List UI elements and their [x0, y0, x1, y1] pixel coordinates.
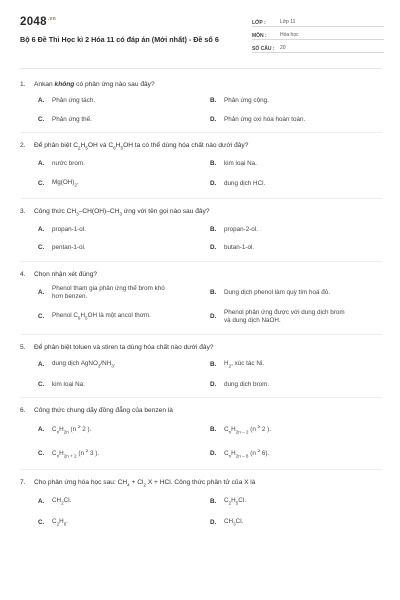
- option-text: propan-1-ol.: [52, 225, 86, 233]
- subscript: 6: [77, 315, 81, 321]
- option-text: dung dịch brom.: [224, 380, 270, 388]
- formula-part: C: [52, 450, 57, 458]
- subscript: 5: [235, 500, 239, 506]
- formula-part: (n: [68, 426, 78, 434]
- options: [38, 97, 382, 124]
- options: [38, 285, 382, 326]
- option-d[interactable]: [210, 116, 382, 125]
- question-stem: [20, 207, 382, 218]
- option-letter: D.: [210, 115, 217, 123]
- superscript: ≥: [257, 424, 261, 430]
- option-letter: C.: [38, 244, 45, 252]
- question-number: 3.: [20, 207, 26, 215]
- option-c[interactable]: [38, 244, 210, 253]
- option-line: và dung dịch NaOH.: [224, 317, 281, 325]
- option-letter: C.: [38, 449, 45, 457]
- formula-part: C: [52, 426, 57, 434]
- option-text: [52, 423, 91, 437]
- option-text: kim loại Na.: [224, 160, 257, 168]
- subscript: n: [56, 429, 60, 435]
- options: [38, 360, 382, 389]
- subscript: 5: [85, 315, 88, 321]
- option-d[interactable]: [210, 381, 382, 390]
- formula-part: 2 ).: [80, 426, 92, 434]
- formula-part: C: [224, 450, 229, 458]
- formula-part: Cl.: [63, 497, 72, 505]
- option-b[interactable]: [210, 423, 382, 437]
- option-c[interactable]: [38, 309, 210, 326]
- option-b[interactable]: [210, 226, 382, 235]
- formula-part: (n: [248, 450, 258, 458]
- question-text: Để phân biệt toluen và stiren ta dùng hóa chất nào dưới đây?: [34, 343, 214, 351]
- question-list: [20, 80, 382, 529]
- option-a[interactable]: [38, 423, 210, 437]
- formula-part: 2 ).: [260, 426, 271, 434]
- superscript: ≥: [77, 424, 81, 430]
- question-1: [20, 80, 382, 133]
- meta-value: 20: [280, 45, 286, 51]
- header-divider: [20, 68, 382, 69]
- stem-emphasis: không: [54, 81, 75, 88]
- option-d[interactable]: [210, 244, 382, 253]
- option-letter: D.: [210, 313, 217, 321]
- question-separator: [20, 132, 382, 133]
- subscript: 2: [78, 145, 81, 151]
- options: [38, 423, 382, 461]
- options: [38, 160, 382, 189]
- stem-part: –CH(OH)–CH: [78, 207, 120, 215]
- formula-part: C: [224, 497, 229, 505]
- option-letter: A.: [38, 361, 45, 368]
- stem-part: H: [80, 142, 86, 149]
- option-letter: A.: [38, 160, 45, 168]
- formula-part: H: [80, 312, 86, 319]
- stem-part: OH ta có thể dùng hóa chất nào dưới đây?: [123, 142, 249, 149]
- option-b[interactable]: [210, 497, 382, 508]
- option-letter: C.: [38, 380, 45, 388]
- question-text: [34, 80, 155, 89]
- subscript: 5: [120, 145, 124, 151]
- option-text: [224, 423, 271, 437]
- formula-part: H: [224, 359, 229, 367]
- option-a[interactable]: [38, 285, 210, 302]
- option-letter: A.: [38, 97, 45, 104]
- formula-part: H: [231, 426, 236, 434]
- option-line: Phenol tham gia phản ứng thế brom khó: [52, 284, 165, 292]
- question-2: [20, 141, 382, 199]
- option-letter: D.: [210, 449, 217, 457]
- subscript: 3: [97, 363, 101, 369]
- question-stem: [20, 406, 382, 415]
- formula-part: H: [231, 497, 236, 505]
- question-7: [20, 478, 382, 529]
- option-text: [224, 360, 264, 371]
- subscript: 3: [233, 521, 236, 527]
- option-text: [224, 447, 269, 461]
- option-text: [52, 360, 116, 371]
- superscript: ≥: [85, 447, 89, 453]
- option-letter: D.: [210, 519, 217, 526]
- subscript: 6: [113, 145, 116, 151]
- option-text: Phản ứng thế.: [52, 115, 92, 123]
- options: [38, 497, 382, 529]
- formula-part: H: [59, 450, 64, 458]
- formula-part: 6).: [260, 450, 270, 458]
- option-letter: C.: [38, 179, 45, 187]
- stem-part: Ankan: [34, 81, 55, 88]
- option-letter: D.: [210, 244, 217, 252]
- formula-part: 3 ).: [88, 450, 100, 458]
- logo-text: 2048: [20, 16, 47, 28]
- subscript: 2: [61, 500, 64, 506]
- subscript: 5: [85, 145, 88, 151]
- option-line: hơn benzen.: [52, 293, 88, 301]
- formula-part: H: [59, 517, 64, 525]
- subscript: 2n: [63, 429, 69, 435]
- option-text: Phản ứng tách.: [52, 97, 96, 104]
- option-text: [52, 518, 68, 529]
- option-text: Phản ứng oxi hóa hoàn toàn.: [224, 115, 306, 123]
- question-3: [20, 207, 382, 262]
- subscript: 2n – 2: [235, 429, 249, 435]
- formula-part: .: [76, 178, 79, 186]
- option-line: Phenol phản ứng được với dung dịch brom: [224, 308, 345, 316]
- stem-part: OH và C: [87, 142, 114, 149]
- formula-part: CH: [224, 517, 234, 525]
- option-a[interactable]: [38, 360, 210, 371]
- option-letter: B.: [210, 160, 217, 168]
- option-d[interactable]: [210, 518, 382, 529]
- option-text: [224, 309, 345, 326]
- option-a[interactable]: [38, 226, 210, 235]
- question-stem: [20, 343, 382, 352]
- question-separator: [20, 469, 382, 470]
- meta-value: Hóa học: [280, 32, 299, 38]
- formula-part: Mg(OH): [52, 178, 75, 186]
- formula-part: dung dịch AgNO: [52, 359, 98, 367]
- option-text: kim loại Na.: [52, 380, 85, 388]
- option-letter: B.: [210, 97, 217, 104]
- question-stem: [20, 141, 382, 152]
- question-stem: [20, 478, 382, 489]
- option-c[interactable]: [38, 116, 210, 125]
- question-text: Công thức chung dãy đồng đẳng của benzen là: [34, 407, 173, 415]
- option-letter: B.: [210, 361, 217, 368]
- option-letter: B.: [210, 425, 217, 433]
- question-text: Chọn nhận xét đúng?: [34, 270, 98, 278]
- option-letter: D.: [210, 179, 217, 187]
- question-text: [34, 141, 248, 152]
- option-text: [52, 285, 165, 302]
- option-b[interactable]: [210, 360, 382, 371]
- question-number: 6.: [20, 407, 26, 415]
- stem-part: có phản ứng nào sau đây?: [74, 81, 155, 88]
- question-stem: [20, 80, 382, 89]
- option-d[interactable]: [210, 447, 382, 461]
- subscript: 4: [127, 482, 130, 488]
- option-letter: B.: [210, 225, 217, 233]
- meta-value: Lớp 11: [280, 19, 296, 25]
- question-number: 5.: [20, 343, 26, 351]
- option-a[interactable]: [38, 97, 210, 106]
- option-text: Phản ứng cộng.: [224, 97, 269, 104]
- subscript: 2: [228, 363, 232, 369]
- option-b[interactable]: [210, 97, 382, 106]
- question-number: 2.: [20, 142, 26, 149]
- question-separator: [20, 397, 382, 398]
- option-c[interactable]: [38, 381, 210, 390]
- question-stem: [20, 270, 382, 279]
- meta-label: SỐ CÂU :: [252, 46, 275, 52]
- option-text: Dung dịch phenol làm quỳ tím hoá đỏ.: [224, 289, 331, 297]
- site-logo[interactable]: [20, 16, 56, 28]
- stem-part: H: [115, 142, 121, 149]
- formula-part: (n: [76, 450, 86, 458]
- option-d[interactable]: [210, 309, 382, 326]
- option-c[interactable]: [38, 518, 210, 529]
- stem-part: + Cl: [129, 478, 144, 486]
- option-c[interactable]: [38, 179, 210, 190]
- question-5: [20, 343, 382, 398]
- stem-part: Cho phản ứng hóa học sau: CH: [34, 478, 128, 486]
- option-a[interactable]: [38, 160, 210, 169]
- meta-row-count: [252, 40, 384, 53]
- question-separator: [20, 334, 382, 335]
- subscript: n: [228, 453, 232, 459]
- subscript: 3: [76, 210, 79, 216]
- options: [38, 226, 382, 253]
- formula-part: C: [52, 517, 57, 525]
- question-6: [20, 406, 382, 470]
- formula-part: C: [224, 426, 229, 434]
- question-text: [34, 478, 255, 489]
- option-letter: A.: [38, 425, 45, 433]
- option-letter: D.: [210, 380, 217, 388]
- formula-part: (n: [248, 426, 258, 434]
- question-number: 7.: [20, 478, 26, 486]
- subscript: 2: [74, 182, 77, 188]
- meta-row-class: [252, 14, 384, 27]
- option-letter: C.: [38, 115, 45, 123]
- subscript: 2: [56, 521, 60, 527]
- option-letter: C.: [38, 313, 45, 321]
- option-b[interactable]: [210, 285, 382, 302]
- formula-part: .: [113, 359, 116, 367]
- subscript: n: [56, 453, 60, 459]
- option-text: [224, 497, 246, 508]
- superscript: ≥: [257, 447, 261, 453]
- option-letter: B.: [210, 498, 217, 506]
- meta-box: [252, 14, 384, 53]
- formula-part: Cl.: [235, 517, 244, 525]
- option-letter: B.: [210, 289, 217, 297]
- meta-label: LỚP :: [252, 20, 266, 26]
- subscript: 6: [63, 521, 67, 527]
- option-a[interactable]: [38, 497, 210, 508]
- option-text: [52, 447, 99, 461]
- option-text: [52, 312, 151, 323]
- option-text: pentan-1-ol.: [52, 244, 86, 252]
- option-letter: A.: [38, 498, 45, 506]
- question-separator: [20, 198, 382, 199]
- option-text: butan-1-ol.: [224, 244, 255, 252]
- question-separator: [20, 261, 382, 262]
- option-text: [224, 518, 243, 529]
- option-b[interactable]: [210, 160, 382, 169]
- subscript: 2: [143, 482, 146, 488]
- subscript: 3: [111, 363, 114, 369]
- meta-row-subject: [252, 27, 384, 40]
- option-d[interactable]: [210, 179, 382, 190]
- question-number: 4.: [20, 270, 26, 278]
- logo-suffix: .vn: [47, 16, 56, 23]
- formula-part: .: [66, 517, 68, 525]
- formula-part: H: [231, 450, 236, 458]
- formula-part: OH là một ancol thơm.: [87, 312, 151, 319]
- document-header: [20, 14, 382, 62]
- formula-part: /NH: [100, 359, 112, 367]
- stem-part: X + HCl. Công thức phân tử của X là: [146, 478, 256, 486]
- option-text: [52, 179, 79, 190]
- option-text: dung dịch HCl.: [224, 179, 266, 187]
- formula-part: H: [59, 426, 64, 434]
- subscript: 2: [228, 500, 232, 506]
- stem-part: ứng với tên gọi nào sau đây?: [121, 207, 210, 215]
- option-letter: A.: [38, 225, 45, 233]
- subscript: n: [228, 429, 232, 435]
- option-text: nước brom.: [52, 160, 85, 168]
- formula-part: CH: [52, 497, 62, 505]
- subscript: 3: [119, 210, 122, 216]
- formula-part: , xúc tác Ni.: [231, 359, 265, 367]
- stem-part: Để phân biệt C: [34, 142, 78, 149]
- option-letter: C.: [38, 519, 45, 526]
- stem-part: Công thức CH: [34, 207, 77, 215]
- subscript: 2n + 2: [63, 453, 77, 459]
- formula-part: Phenol C: [52, 312, 78, 319]
- document-title: Bộ 6 Đề Thi Học kì 2 Hóa 11 có đáp án (Mới nhất) - Đề số 6: [20, 35, 219, 44]
- option-letter: A.: [38, 289, 45, 297]
- question-number: 1.: [20, 81, 26, 88]
- option-text: [52, 497, 71, 508]
- option-c[interactable]: [38, 447, 210, 461]
- meta-label: MÔN :: [252, 33, 267, 39]
- question-4: [20, 270, 382, 335]
- option-text: propan-2-ol.: [224, 225, 258, 233]
- formula-part: Cl.: [238, 497, 246, 505]
- subscript: 2n – 6: [235, 453, 249, 459]
- question-text: [34, 207, 210, 218]
